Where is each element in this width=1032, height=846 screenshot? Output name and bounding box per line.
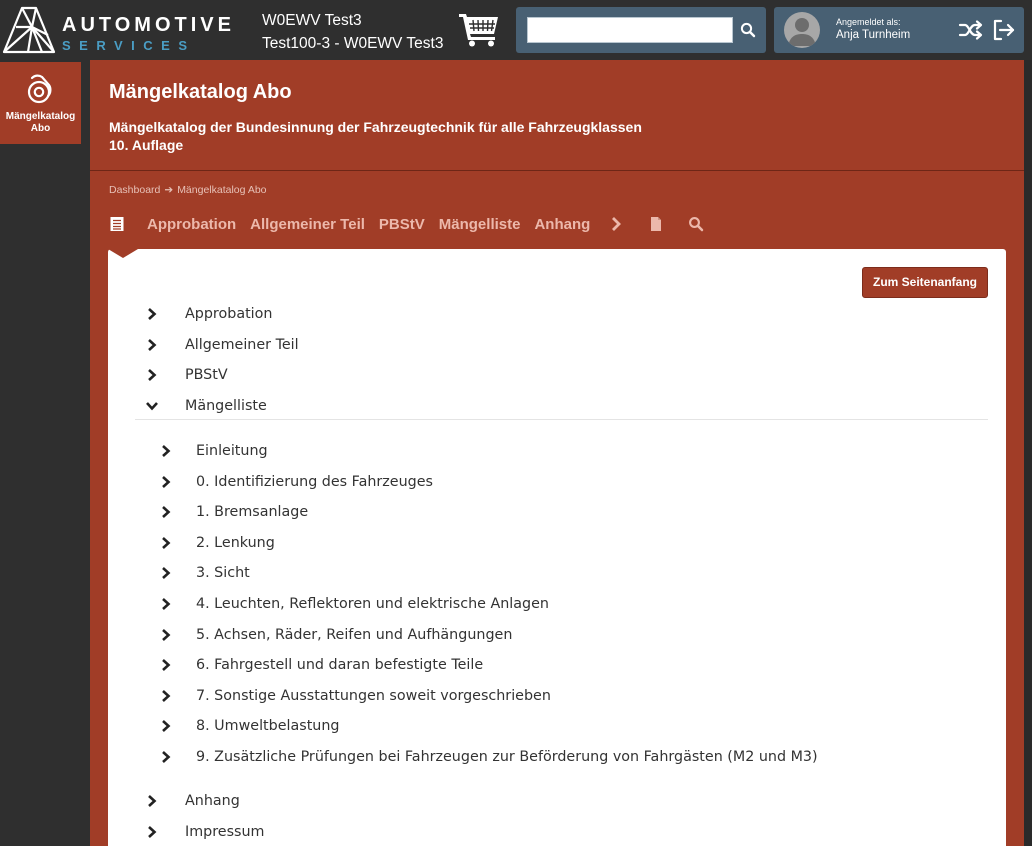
tree-item-leuchten[interactable] bbox=[159, 593, 549, 615]
tree-item-allgemeiner-teil[interactable] bbox=[145, 334, 299, 356]
chevron-right-icon bbox=[145, 307, 159, 321]
chevron-right-icon bbox=[159, 505, 173, 519]
main-area bbox=[90, 60, 1024, 846]
account-line-1: W0EWV Test3 bbox=[262, 12, 362, 29]
tree-item-label: Impressum bbox=[185, 824, 265, 840]
breadcrumb bbox=[109, 184, 267, 196]
breadcrumb-separator: ➔ bbox=[164, 184, 174, 196]
brand-name: AUTOMOTIVE bbox=[62, 14, 235, 36]
chevron-right-icon bbox=[145, 825, 159, 839]
tree-item-impressum[interactable] bbox=[145, 821, 264, 843]
chevron-right-icon bbox=[159, 475, 173, 489]
tree-item-pbstv[interactable] bbox=[145, 364, 228, 386]
tree-item-label: Anhang bbox=[185, 793, 240, 809]
tree-item-label: 4. Leuchten, Reflektoren und elektrische Anlagen bbox=[196, 596, 549, 612]
to-top-button[interactable]: Zum Seitenanfang bbox=[862, 267, 988, 298]
tree-item-umweltbelastung[interactable] bbox=[159, 715, 340, 737]
document-icon[interactable] bbox=[648, 216, 664, 232]
tree-item-label: 8. Umweltbelastung bbox=[196, 718, 340, 734]
chevron-right-icon bbox=[145, 794, 159, 808]
avatar[interactable] bbox=[784, 12, 820, 48]
top-header bbox=[0, 0, 1032, 60]
search-icon[interactable] bbox=[739, 21, 757, 39]
tree-item-sonstige[interactable] bbox=[159, 685, 551, 707]
user-name: Anja Turnheim bbox=[836, 29, 911, 41]
sidebar-item-maengelkatalog-abo[interactable] bbox=[0, 62, 81, 144]
breadcrumb-item-dashboard[interactable]: Dashboard bbox=[109, 184, 161, 196]
shuffle-icon[interactable] bbox=[958, 19, 984, 41]
section-divider bbox=[135, 419, 988, 420]
chevron-right-icon bbox=[159, 719, 173, 733]
chevron-right-icon[interactable] bbox=[608, 216, 624, 232]
tree-item-maengelliste[interactable] bbox=[145, 395, 267, 417]
tree-item-label: 0. Identifizierung des Fahrzeuges bbox=[196, 474, 433, 490]
chevron-right-icon bbox=[159, 628, 173, 642]
tree-item-identifizierung[interactable] bbox=[159, 471, 433, 493]
shopping-cart-icon[interactable] bbox=[458, 11, 500, 47]
chevron-right-icon bbox=[159, 597, 173, 611]
tree-item-fahrgestell[interactable] bbox=[159, 654, 483, 676]
chevron-right-icon bbox=[159, 689, 173, 703]
table-of-contents-icon[interactable] bbox=[109, 216, 125, 232]
chevron-right-icon bbox=[159, 444, 173, 458]
user-box bbox=[774, 7, 1024, 53]
avatar-icon bbox=[784, 12, 820, 48]
tab-maengelliste[interactable]: Mängelliste bbox=[438, 215, 521, 233]
tree-item-anhang[interactable] bbox=[145, 790, 240, 812]
chevron-right-icon bbox=[145, 368, 159, 382]
page-subtitle-line-2: 10. Auflage bbox=[109, 137, 184, 153]
sidebar bbox=[0, 60, 90, 846]
tab-allgemeiner-teil[interactable]: Allgemeiner Teil bbox=[250, 215, 365, 233]
content-panel bbox=[108, 249, 1006, 846]
tab-pbstv[interactable]: PBStV bbox=[378, 215, 425, 233]
brand-logo-icon bbox=[2, 5, 56, 55]
tree-item-label: Approbation bbox=[185, 306, 273, 322]
chevron-right-icon bbox=[159, 536, 173, 550]
tree-item-label: 9. Zusätzliche Prüfungen bei Fahrzeugen zur Beförderung von Fahrgästen (M2 und M3) bbox=[196, 749, 818, 765]
tree-item-label: 5. Achsen, Räder, Reifen und Aufhängungen bbox=[196, 627, 513, 643]
search-box bbox=[516, 7, 766, 53]
account-line-2: Test100-3 - W0EWV Test3 bbox=[262, 35, 444, 52]
page-subtitle bbox=[109, 118, 642, 154]
panel-pointer bbox=[108, 249, 138, 258]
tree-item-einleitung[interactable] bbox=[159, 440, 268, 462]
sidebar-item-label: Mängelkatalog Abo bbox=[5, 111, 76, 134]
tree-item-label: 1. Bremsanlage bbox=[196, 504, 309, 520]
page-subtitle-line-1: Mängelkatalog der Bundesinnung der Fahrzeugtechnik für alle Fahrzeugklassen bbox=[109, 119, 642, 135]
chevron-right-icon bbox=[159, 658, 173, 672]
header-divider bbox=[90, 170, 1024, 171]
page-title: Mängelkatalog Abo bbox=[109, 81, 292, 103]
account-info bbox=[262, 9, 443, 55]
tree-item-label: Allgemeiner Teil bbox=[185, 337, 299, 353]
section-tabs bbox=[109, 212, 724, 236]
chevron-down-icon bbox=[145, 399, 159, 413]
tree-item-label: 2. Lenkung bbox=[196, 535, 275, 551]
tree-item-achsen[interactable] bbox=[159, 624, 512, 646]
tree-item-zusaetzliche-pruefungen[interactable] bbox=[159, 746, 818, 768]
tree-item-label: Mängelliste bbox=[185, 398, 267, 414]
brand-tagline: SERVICES bbox=[62, 38, 196, 53]
search-icon[interactable] bbox=[688, 216, 704, 232]
catalog-icon bbox=[24, 74, 54, 106]
tree-item-lenkung[interactable] bbox=[159, 532, 275, 554]
brand-logo[interactable] bbox=[2, 5, 235, 55]
user-label: Angemeldet als: bbox=[836, 17, 901, 27]
search-input[interactable] bbox=[527, 17, 733, 43]
tab-anhang[interactable]: Anhang bbox=[534, 215, 591, 233]
tree-item-label: Einleitung bbox=[196, 443, 268, 459]
tab-approbation[interactable]: Approbation bbox=[147, 215, 237, 233]
breadcrumb-item-current: Mängelkatalog Abo bbox=[177, 184, 267, 196]
chevron-right-icon bbox=[145, 338, 159, 352]
tree-item-label: 3. Sicht bbox=[196, 565, 250, 581]
chevron-right-icon bbox=[159, 750, 173, 764]
chevron-right-icon bbox=[159, 566, 173, 580]
tree-item-label: 7. Sonstige Ausstattungen soweit vorgeschrieben bbox=[196, 688, 551, 704]
tree-item-approbation[interactable] bbox=[145, 303, 272, 325]
tree-item-label: PBStV bbox=[185, 367, 228, 383]
tree-item-label: 6. Fahrgestell und daran befestigte Teile bbox=[196, 657, 484, 673]
tree-item-bremsanlage[interactable] bbox=[159, 501, 308, 523]
logout-icon[interactable] bbox=[992, 19, 1016, 41]
tree-item-sicht[interactable] bbox=[159, 562, 250, 584]
